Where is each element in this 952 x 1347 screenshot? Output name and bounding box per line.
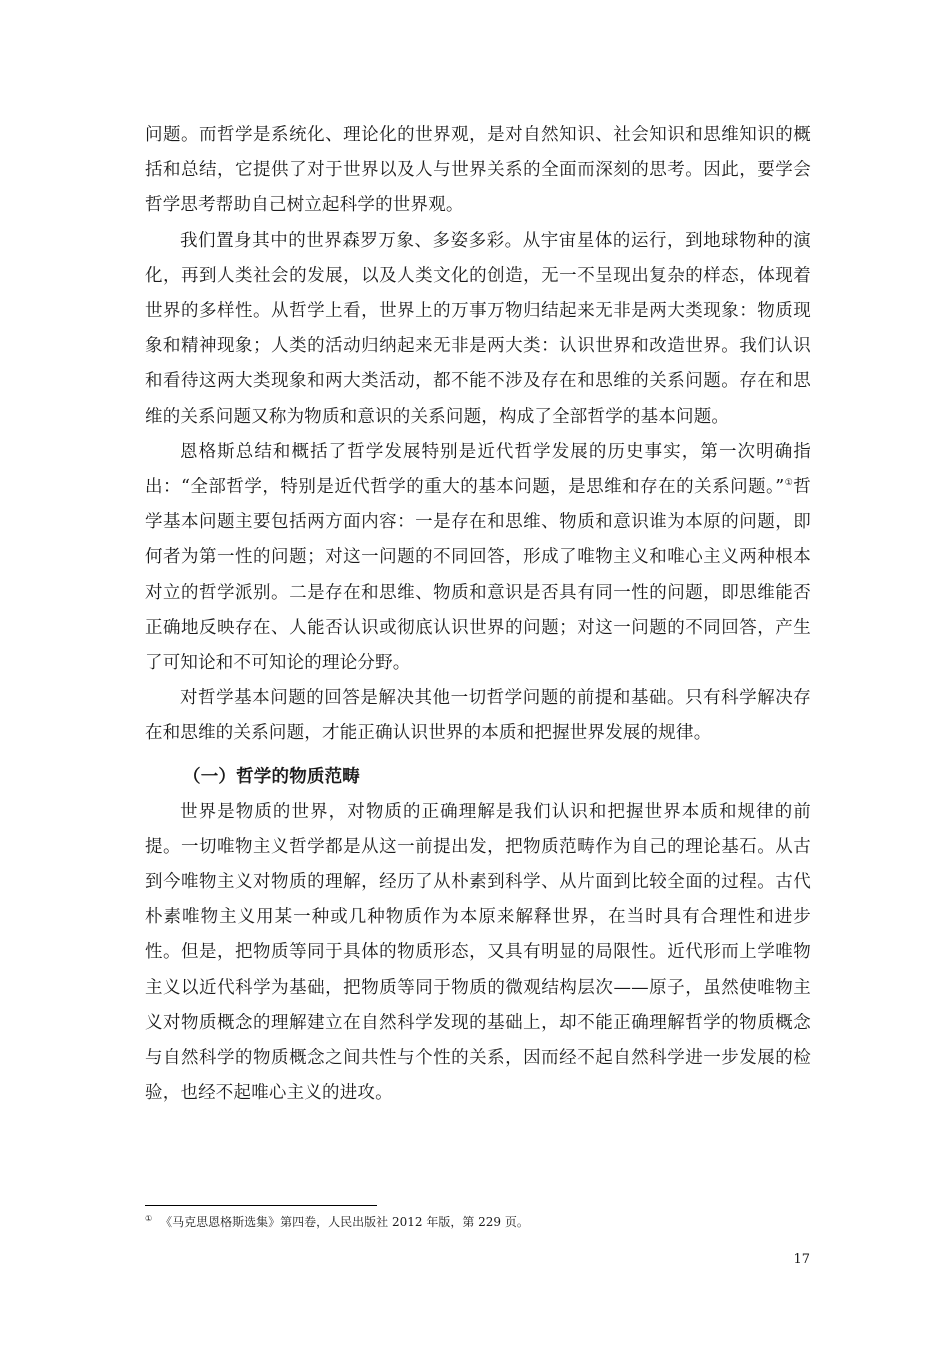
paragraph-1: 问题。而哲学是系统化、理论化的世界观，是对自然知识、社会知识和思维知识的概括和总结，它提供了对于世界以及人与世界关系的全面而深刻的思考。因此，要学会哲学思考帮助自己树立起科学的世界观。 [145, 125, 811, 216]
section-heading: （一）哲学的物质范畴 [183, 766, 360, 787]
footnote-mark: ① [145, 1214, 153, 1223]
paragraph-2: 我们置身其中的世界森罗万象、多姿多彩。从宇宙星体的运行，到地球物种的演化，再到人类社会的发展，以及人类文化的创造，无一不呈现出复杂的样态，体现着世界的多样性。从哲学上看，世界上的万事万物归结起来无非是两大类现象：物质现象和精神现象；人类的活动归纳起来无非是两大类：认识世界和改造世界。我们认识和看待这两大类现象和两大类活动，都不能不涉及存在和思维的关系问题。存在和思维的关系问题又称为物质和意识的关系问题，构成了全部哲学的基本问题。 [145, 230, 811, 427]
footnote-text: 《马克思恩格斯选集》第四卷，人民出版社 2012 年版，第 229 页。 [160, 1215, 529, 1229]
paragraph-3 [145, 435, 811, 681]
footnote-reference[interactable]: ① [784, 478, 794, 489]
paragraph-4: 对哲学基本问题的回答是解决其他一切哲学问题的前提和基础。只有科学解决存在和思维的关系问题，才能正确认识世界的本质和把握世界发展的规律。 [145, 688, 811, 744]
paragraph-3-part-b: 哲学基本问题主要包括两方面内容：一是存在和思维、物质和意识谁为本原的问题，即何者为第一性的问题；对这一问题的不同回答，形成了唯物主义和唯心主义两种根本对立的哲学派别。二是存在和思维、物质和意识是否具有同一性的问题，即思维能否正确地反映存在、人能否认识或彻底认识世界的问题；对这一问题的不同回答，产生了可知论和不可知论的理论分野。 [145, 477, 811, 674]
footnote-divider [145, 1205, 377, 1206]
paragraph-5: 世界是物质的世界，对物质的正确理解是我们认识和把握世界本质和规律的前提。一切唯物主义哲学都是从这一前提出发，把物质范畴作为自己的理论基石。从古到今唯物主义对物质的理解，经历了从朴素到科学、从片面到比较全面的过程。古代朴素唯物主义用某一种或几种物质作为本原来解释世界，在当时具有合理性和进步性。但是，把物质等同于具体的物质形态，又具有明显的局限性。近代形而上学唯物主义以近代科学为基础，把物质等同于物质的微观结构层次——原子，虽然使唯物主义对物质概念的理解建立在自然科学发现的基础上，却不能正确理解哲学的物质概念与自然科学的物质概念之间共性与个性的关系，因而经不起自然科学进一步发展的检验，也经不起唯心主义的进攻。 [145, 801, 811, 1104]
footnote [145, 1212, 811, 1232]
paragraph-3-part-a: 恩格斯总结和概括了哲学发展特别是近代哲学发展的历史事实，第一次明确指出：“全部哲学，特别是近代哲学的重大的基本问题，是思维和存在的关系问题。” [145, 441, 811, 498]
body-text [145, 118, 811, 1111]
page-number: 17 [793, 1252, 810, 1267]
